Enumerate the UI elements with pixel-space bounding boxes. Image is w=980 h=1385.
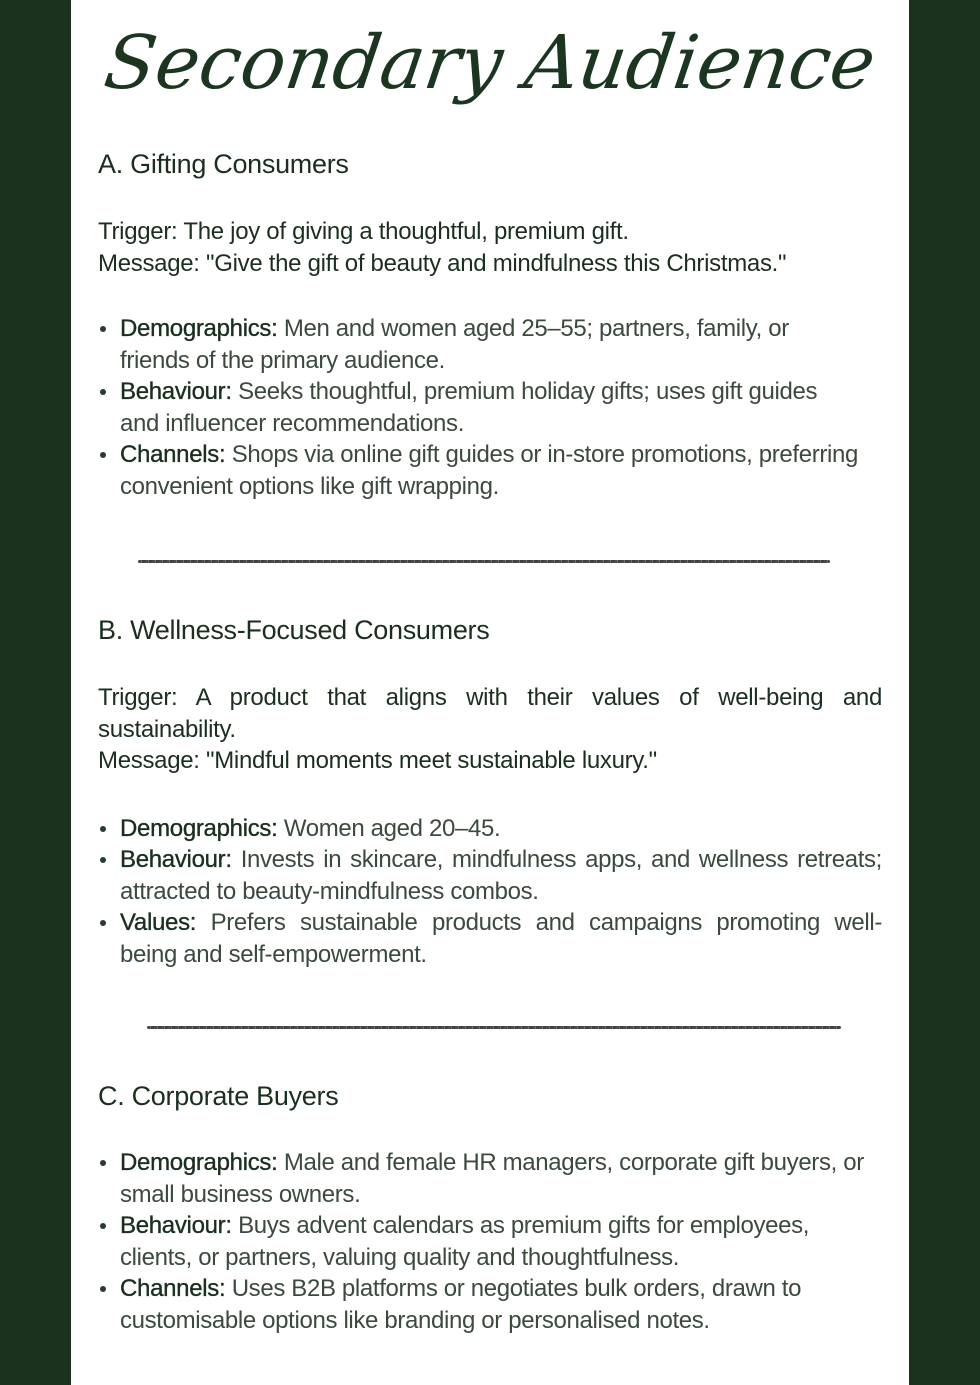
section-wellness-consumers [98,614,882,970]
message-text: "Give the gift of beauty and mindfulness this Christmas." [199,249,787,277]
bullet-text: Buys advent calendars as premium gifts for employees, clients, or partners, valuing quality and thoughtfulness. [120,1212,810,1271]
bullet-label: Demographics: [120,814,278,842]
document-page [71,0,909,1385]
bullet-label: Behaviour: [120,846,232,874]
list-item [98,907,882,970]
bullet-label: Behaviour: [120,378,232,406]
bullet-list [98,313,858,503]
bullet-text: Seeks thoughtful, premium holiday gifts; uses gift guides and influencer recommendations. [120,378,818,437]
bullet-text: Shops via online gift guides or in-store promotions, preferring convenient options like gift wrapping. [120,441,858,500]
page-title: Secondary Audience [99,20,881,106]
section-divider [138,560,830,563]
bullet-text: Men and women aged 25–55; partners, family, or friends of the primary audience. [120,315,789,374]
trigger-label: Trigger: [98,218,178,245]
trigger-line [98,216,882,248]
trigger-text: The joy of giving a thoughtful, premium gift. [177,218,629,245]
bullet-list [98,813,882,971]
section-heading: B. Wellness-Focused Consumers [98,615,490,645]
bullet-text: Invests in skincare, mindfulness apps, and wellness retreats; attracted to beauty-mindfulness combos. [120,846,882,905]
list-item [98,844,882,907]
section-divider [147,1026,841,1029]
message-line [98,248,882,280]
list-item [98,1210,878,1273]
message-label: Message: [98,747,200,774]
bullet-text: Male and female HR managers, corporate gift buyers, or small business owners. [120,1149,864,1208]
message-text: "Mindful moments meet sustainable luxury." [199,747,657,774]
trigger-label: Trigger: [98,684,178,711]
bullet-label: Demographics: [120,315,278,342]
section-heading: C. Corporate Buyers [98,1081,339,1111]
bullet-label: Behaviour: [120,1212,232,1240]
message-label: Message: [98,249,200,277]
bullet-text: Women aged 20–45. [277,814,501,842]
section-gifting-consumers [98,148,882,503]
list-item [98,1147,878,1210]
bullet-list [98,1147,878,1337]
list-item [98,813,882,845]
bullet-text: Uses B2B platforms or negotiates bulk orders, drawn to customisable options like branding or personalised notes. [120,1275,802,1334]
bullet-text: Prefers sustainable products and campaigns promoting well-being and self-empowerment. [120,909,882,968]
bullet-label: Channels: [120,1275,226,1303]
trigger-text: A product that aligns with their values of well-being and sustainability. [98,684,882,743]
message-line [98,745,882,777]
list-item [98,313,858,376]
list-item [98,439,858,502]
bullet-label: Channels: [120,441,226,469]
list-item [98,376,858,439]
bullet-label: Demographics: [120,1149,278,1176]
section-corporate-buyers [98,1080,882,1337]
bullet-label: Values: [120,909,197,937]
section-heading: A. Gifting Consumers [98,149,349,179]
trigger-line [98,682,882,745]
list-item [98,1273,878,1336]
